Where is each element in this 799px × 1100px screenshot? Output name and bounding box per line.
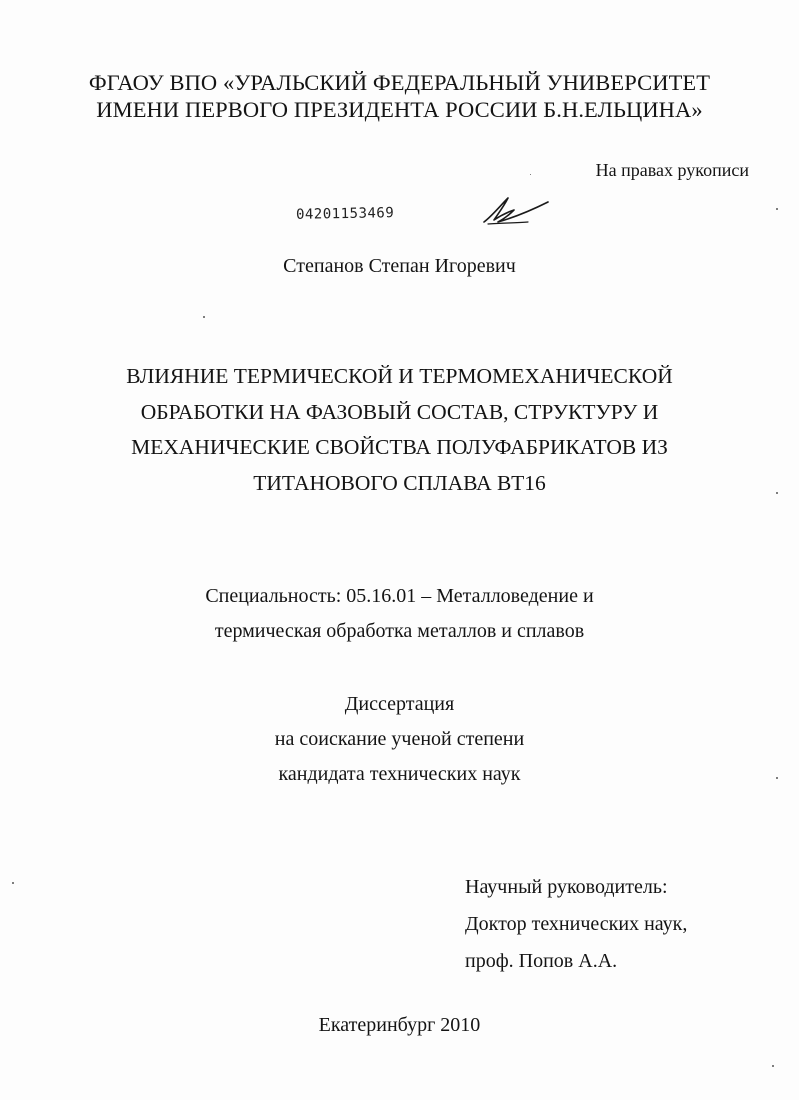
specialty-block <box>0 579 799 649</box>
degree-name: кандидата технических наук <box>278 763 521 785</box>
scan-speck <box>776 777 778 779</box>
title-line: ВЛИЯНИЕ ТЕРМИЧЕСКОЙ И ТЕРМОМЕХАНИЧЕСКОЙ <box>126 364 673 388</box>
specialty-line-2: термическая обработка металлов и сплавов <box>214 620 585 642</box>
supervisor-label: Научный руководитель: <box>465 876 668 898</box>
dissertation-label: Диссертация <box>344 693 455 715</box>
manuscript-rights-note: На правах рукописи <box>595 160 749 180</box>
title-line: ОБРАБОТКИ НА ФАЗОВЫЙ СОСТАВ, СТРУКТУРУ И <box>140 399 659 424</box>
city-year: Екатеринбург 2010 <box>318 1014 481 1036</box>
scan-speck <box>530 174 531 175</box>
scan-speck <box>776 492 778 494</box>
supervisor-block <box>465 869 687 980</box>
dissertation-title <box>0 359 799 501</box>
degree-purpose: на соискание ученой степени <box>274 728 525 750</box>
title-line: ТИТАНОВОГО СПЛАВА ВТ16 <box>253 470 546 495</box>
scan-speck <box>203 316 205 318</box>
scan-speck <box>12 882 14 884</box>
organization-name-line-1: ФГАОУ ВПО «УРАЛЬСКИЙ ФЕДЕРАЛЬНЫЙ УНИВЕРСИТЕТ <box>88 70 711 95</box>
supervisor-name: проф. Попов А.А. <box>465 950 618 972</box>
archive-number: 04201153469 <box>295 205 395 223</box>
organization-name-line-2: ИМЕНИ ПЕРВОГО ПРЕЗИДЕНТА РОССИИ Б.Н.ЕЛЬЦИНА» <box>96 97 703 122</box>
author-name: Степанов Степан Игоревич <box>283 255 516 277</box>
specialty-line-1: Специальность: 05.16.01 – Металловедение и <box>205 585 594 607</box>
handwritten-signature-icon <box>478 190 552 230</box>
supervisor-degree: Доктор технических наук, <box>465 913 688 935</box>
scan-speck <box>772 1065 774 1067</box>
scan-speck <box>776 208 778 210</box>
title-line: МЕХАНИЧЕСКИЕ СВОЙСТВА ПОЛУФАБРИКАТОВ ИЗ <box>131 435 668 459</box>
dissertation-degree-block <box>0 687 799 792</box>
